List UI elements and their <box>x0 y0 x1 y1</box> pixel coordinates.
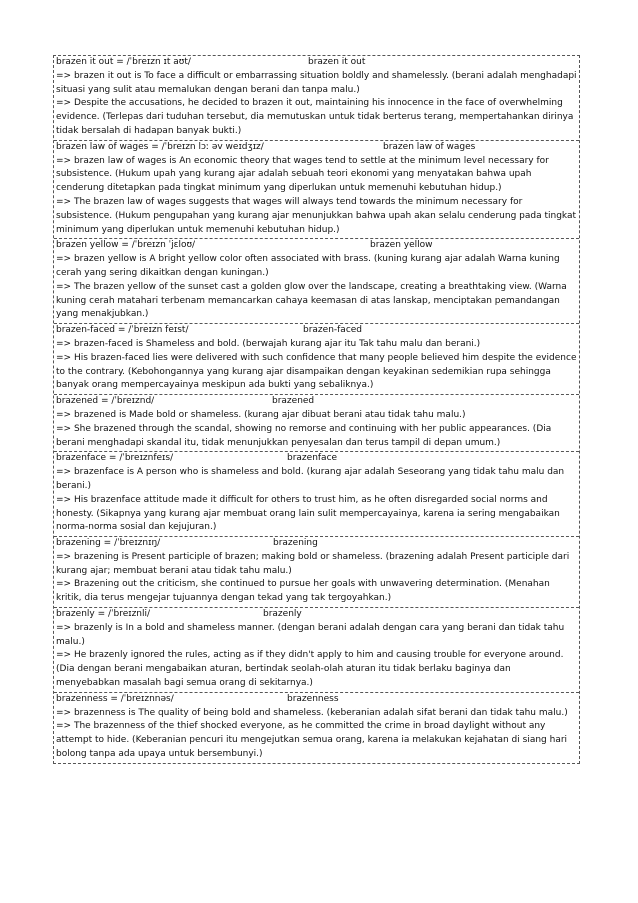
entry-brazenly <box>54 607 579 692</box>
definition: => brazen yellow is A bright yellow color often associated with brass. (kuning kurang ajar adalah Warna kuning cerah yang sering dikaitkan dengan kuningan.) <box>56 254 560 278</box>
headword: brazen-faced <box>303 325 363 336</box>
entry-header <box>56 693 577 707</box>
example: => His brazen-faced lies were delivered with such confidence that many people believed him despite the evidence to the contrary. (Kebohongannya yang kurang ajar disampaikan dengan keyakinan sedemikian rupa sehingga banyak orang mempercayainya meskipun ada bukti yang sebaliknya.) <box>56 352 577 391</box>
headword: brazen it out <box>308 57 366 67</box>
headword: brazen law of wages <box>383 141 476 152</box>
vocabulary-sheet <box>53 55 580 764</box>
pronunciation: brazenface = /ˈbreɪznfeɪs/ <box>56 453 174 464</box>
pronunciation: brazenly = /ˈbreɪznli/ <box>56 609 151 620</box>
headword: brazening <box>273 538 318 549</box>
definition: => brazen-faced is Shameless and bold. (berwajah kurang ajar itu Tak tahu malu dan berani.) <box>56 338 481 349</box>
headword: brazenface <box>287 453 338 464</box>
example: => Despite the accusations, he decided to brazen it out, maintaining his innocence in the face of overwhelming evidence. (Terlepas dari tuduhan tersebut, dia memutuskan untuk tidak berterus terang, mempertahankan dirinya tidak bersalah di hadapan banyak bukti.) <box>56 98 574 136</box>
definition: => brazen law of wages is An economic theory that wages tend to settle at the minimum level necessary for subsistence. (Hukum upah yang kurang ajar adalah sebuah teori ekonomi yang menyatakan bahwa upah cenderung ditetapkan pada tingkat minimum yang diperlukan untuk memenuhi kebutuhan hidup.) <box>56 155 549 194</box>
entry-header <box>56 537 577 551</box>
entry-brazen-faced <box>54 323 579 394</box>
entry-brazen-law-of-wages <box>54 140 579 239</box>
definition: => brazenness is The quality of being bold and shameless. (keberanian adalah sifat berani dan tidak tahu malu.) <box>56 707 568 718</box>
example: => He brazenly ignored the rules, acting as if they didn't apply to him and causing trouble for everyone around. (Dia dengan berani mengabaikan aturan, bertindak seolah-olah aturan itu tidak berlaku baginya dan menyebabkan masalah bagi semua orang di sekitarnya.) <box>56 650 564 689</box>
entry-brazenness <box>54 692 579 763</box>
definition: => brazened is Made bold or shameless. (kurang ajar dibuat berani atau tidak tahu malu.) <box>56 409 466 420</box>
entry-header <box>56 324 577 338</box>
entry-header <box>56 239 577 253</box>
entry-header <box>56 608 577 622</box>
definition: => brazenface is A person who is shameless and bold. (kurang ajar adalah Seseorang yang tidak tahu malu dan berani.) <box>56 467 565 491</box>
example: => The brazen law of wages suggests that wages will always tend towards the minimum necessary for subsistence. (Hukum pengupahan yang kurang ajar menunjukkan bahwa upah akan selalu cenderung pada tingkat minimum yang diperlukan untuk memenuhi kebutuhan hidup.) <box>56 196 577 235</box>
pronunciation: brazen it out = /ˈbreɪzn ɪt aʊt/ <box>56 57 191 67</box>
headword: brazenly <box>263 609 302 620</box>
entry-brazenface <box>54 451 579 536</box>
pronunciation: brazenness = /ˈbreɪznnəs/ <box>56 693 174 704</box>
entry-brazening <box>54 536 579 607</box>
entry-brazen-it-out <box>54 56 579 140</box>
pronunciation: brazening = /ˈbreɪznɪŋ/ <box>56 538 161 549</box>
definition: => brazenly is In a bold and shameless manner. (dengan berani adalah dengan cara yang berani dan tidak tahu malu.) <box>56 622 565 647</box>
example: => His brazenface attitude made it difficult for others to trust him, as he often disregarded social norms and honesty. (Sikapnya yang kurang ajar membuat orang lain sulit mempercayainya, karena ia sering mengabaikan norma-norma sosial dan kejujuran.) <box>56 494 560 533</box>
entry-brazen-yellow <box>54 238 579 323</box>
entry-header <box>56 141 577 155</box>
entry-header <box>56 395 577 409</box>
pronunciation: brazen-faced = /ˈbreɪzn feɪst/ <box>56 325 189 336</box>
example: => She brazened through the scandal, showing no remorse and continuing with her public appearances. (Dia berani menghadapi skandal itu, tidak menunjukkan penyesalan dan terus tampil di depan umum.) <box>56 423 552 448</box>
example: => The brazenness of the thief shocked everyone, as he committed the crime in broad daylight without any attempt to hide. (Keberanian pencuri itu mengejutkan semua orang, karena ia melakukan kejahatan di siang hari bolong tanpa ada upaya untuk bersembunyi.) <box>56 721 568 760</box>
headword: brazenness <box>287 693 339 704</box>
entry-header <box>56 452 577 466</box>
pronunciation: brazen yellow = /ˈbreɪzn ˈjɛloʊ/ <box>56 240 196 251</box>
headword: brazen yellow <box>370 240 433 251</box>
entry-brazened <box>54 394 579 451</box>
pronunciation: brazened = /ˈbreɪznd/ <box>56 396 155 407</box>
entry-header <box>56 56 577 70</box>
headword: brazened <box>272 396 315 407</box>
example: => Brazening out the criticism, she continued to pursue her goals with unwavering determination. (Menahan kritik, dia terus mengejar tujuannya dengan tekad yang tak tergoyahkan.) <box>56 579 550 604</box>
example: => The brazen yellow of the sunset cast a golden glow over the landscape, creating a breathtaking view. (Warna kuning cerah matahari terbenam memancarkan cahaya keemasan di atas lanskap, menciptakan pemandangan yang menakjubkan.) <box>56 281 567 320</box>
definition: => brazen it out is To face a difficult or embarrassing situation boldly and shamelessly. (berani adalah menghadapi situasi yang sulit atau memalukan dengan berani dan tanpa malu.) <box>56 70 577 95</box>
definition: => brazening is Present participle of brazen; making bold or shameless. (brazening adalah Present participle dari kurang ajar; membuat berani atau tidak tahu malu.) <box>56 551 570 576</box>
pronunciation: brazen law of wages = /ˈbreɪzn lɔː əv weɪdʒɪz/ <box>56 141 264 152</box>
